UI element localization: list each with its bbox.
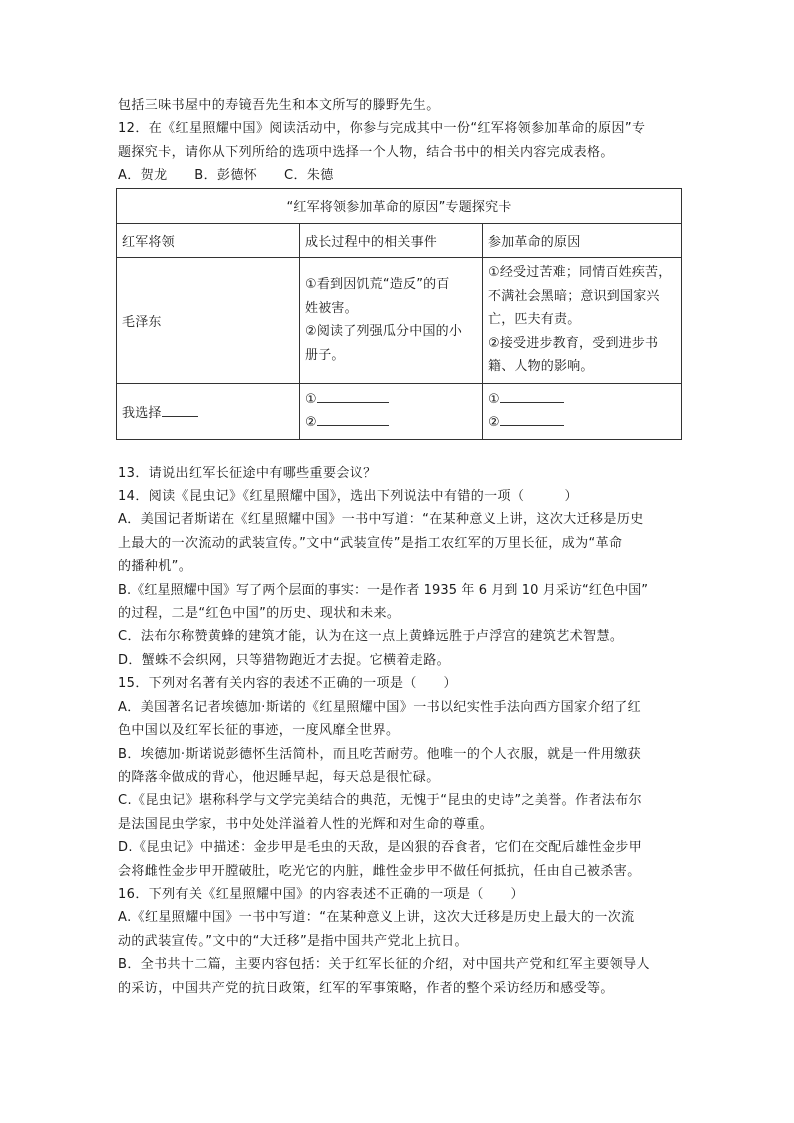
row1-reason-line: 籍、人物的影响。 (488, 359, 594, 375)
row1-events (300, 257, 483, 383)
header-general: 红军将领 (117, 223, 300, 257)
row2-event-marker: ② (305, 415, 317, 431)
answer-blank[interactable] (317, 413, 389, 426)
row2-reason-marker: ② (488, 415, 500, 431)
row1-reason-line: 不满社会黑暗；意识到国家兴 (488, 288, 660, 304)
text-line: 的降落伞做成的背心，他迟睡早起，每天总是很忙碌。 (118, 769, 440, 785)
row1-reason-line: 亡，匹夫有责。 (488, 312, 581, 328)
text-line: 的过程，二是“红色中国”的历史、现状和未来。 (118, 606, 401, 622)
option-line: A．美国著名记者埃德加·斯诺的《红星照耀中国》一书以纪实性手法向西方国家介绍了红 (118, 699, 642, 715)
row1-reason-line: ②接受进步教育，受到进步书 (488, 335, 659, 351)
card-title: “红军将领参加革命的原因”专题探究卡 (117, 188, 682, 223)
question-12-options: A．贺龙 B．彭德怀 C．朱德 (118, 168, 334, 184)
answer-blank[interactable] (500, 390, 564, 403)
answer-blank[interactable] (162, 404, 198, 417)
text-line: 的采访，中国共产党的抗日政策，红军的军事策略，作者的整个采访经历和感受等。 (118, 980, 614, 996)
question-14-stem: 14．阅读《昆虫记》《红星照耀中国》，选出下列说法中有错的一项（ ） (118, 489, 578, 505)
text-line: 的播种机”。 (118, 559, 193, 575)
text-line: 上最大的一次流动的武装宣传。”文中“武装宣传”是指工农红军的万里长征，成为“革命 (118, 535, 623, 551)
question-16-stem: 16．下列有关《红星照耀中国》的内容表述不正确的一项是（ ） (118, 886, 524, 902)
header-reasons: 参加革命的原因 (483, 223, 682, 257)
text-line: 色中国以及红军长征的事迹，一度风靡全世界。 (118, 723, 400, 739)
inquiry-card-table (116, 188, 682, 440)
text-line: 是法国昆虫学家，书中处处洋溢着人性的光辉和对生命的尊重。 (118, 816, 494, 832)
question-12-stem: 12．在《红星照耀中国》阅读活动中，你参与完成其中一份“红军将领参加革命的原因”专 (118, 121, 646, 137)
option-line: B．埃德加·斯诺说彭德怀生活简朴，而且吃苦耐劳。他唯一的个人衣服，就是一件用缴获 (118, 746, 642, 762)
question-13: 13．请说出红军长征途中有哪些重要会议？ (118, 465, 377, 481)
row1-event-line: ②阅读了列强瓜分中国的小 (305, 324, 463, 340)
answer-blank[interactable] (500, 413, 564, 426)
text-line: 动的武装宣传。”文中的“大迁移”是指中国共产党北上抗日。 (118, 933, 468, 949)
row2-name: 我选择 (122, 405, 162, 421)
option-line: A.《红星照耀中国》一书中写道：“在某种意义上讲，这次大迁移是历史上最大的一次流 (118, 910, 635, 926)
text-line: 题探究卡，请你从下列所给的选项中选择一个人物，结合书中的相关内容完成表格。 (118, 144, 614, 160)
option-line: D．蟹蛛不会织网，只等猎物跑近才去捉。它横着走路。 (118, 652, 451, 668)
text-line: 会将雌性金步甲开膛破肚，吃光它的内脏，雌性金步甲不做任何抵抗，任由自己被杀害。 (118, 863, 641, 879)
option-line: C．法布尔称赞黄蜂的建筑才能，认为在这一点上黄蜂远胜于卢浮宫的建筑艺术智慧。 (118, 629, 624, 645)
row2-reasons (483, 383, 682, 439)
row1-event-line: 姓被害。 (305, 300, 358, 316)
option-line: B．全书共十二篇，主要内容包括：关于红军长征的介绍，对中国共产党和红军主要领导人 (118, 957, 650, 973)
row1-event-line: 册子。 (305, 347, 345, 363)
option-line: B.《红星照耀中国》写了两个层面的事实：一是作者 1935 年 6 月到 10 月采访“红色中国” (118, 582, 649, 598)
document-page (118, 94, 680, 1000)
row2-reason-marker: ① (488, 391, 500, 407)
row1-event-line: ①看到因饥荒“造反”的百 (305, 277, 450, 293)
row2-event-marker: ① (305, 391, 317, 407)
text-line: 包括三味书屋中的寿镜吾先生和本文所写的滕野先生。 (118, 98, 440, 113)
question-15-stem: 15．下列对名著有关内容的表述不正确的一项是（ ） (118, 676, 457, 692)
header-events: 成长过程中的相关事件 (300, 223, 483, 257)
row1-name: 毛泽东 (117, 257, 300, 383)
answer-blank[interactable] (317, 390, 389, 403)
option-line: A．美国记者斯诺在《红星照耀中国》一书中写道：“在某种意义上讲，这次大迁移是历史 (118, 512, 644, 528)
option-line: C.《昆虫记》堪称科学与文学完美结合的典范，无愧于“昆虫的史诗”之美誉。作者法布尔 (118, 793, 643, 809)
row1-reason-line: ①经受过苦难；同情百姓疾苦， (488, 265, 672, 281)
row2-name-cell (117, 383, 300, 439)
row1-reasons (483, 257, 682, 383)
option-line: D.《昆虫记》中描述：金步甲是毛虫的天敌，是凶狠的吞食者，它们在交配后雄性金步甲 (118, 840, 643, 856)
row2-events (300, 383, 483, 439)
